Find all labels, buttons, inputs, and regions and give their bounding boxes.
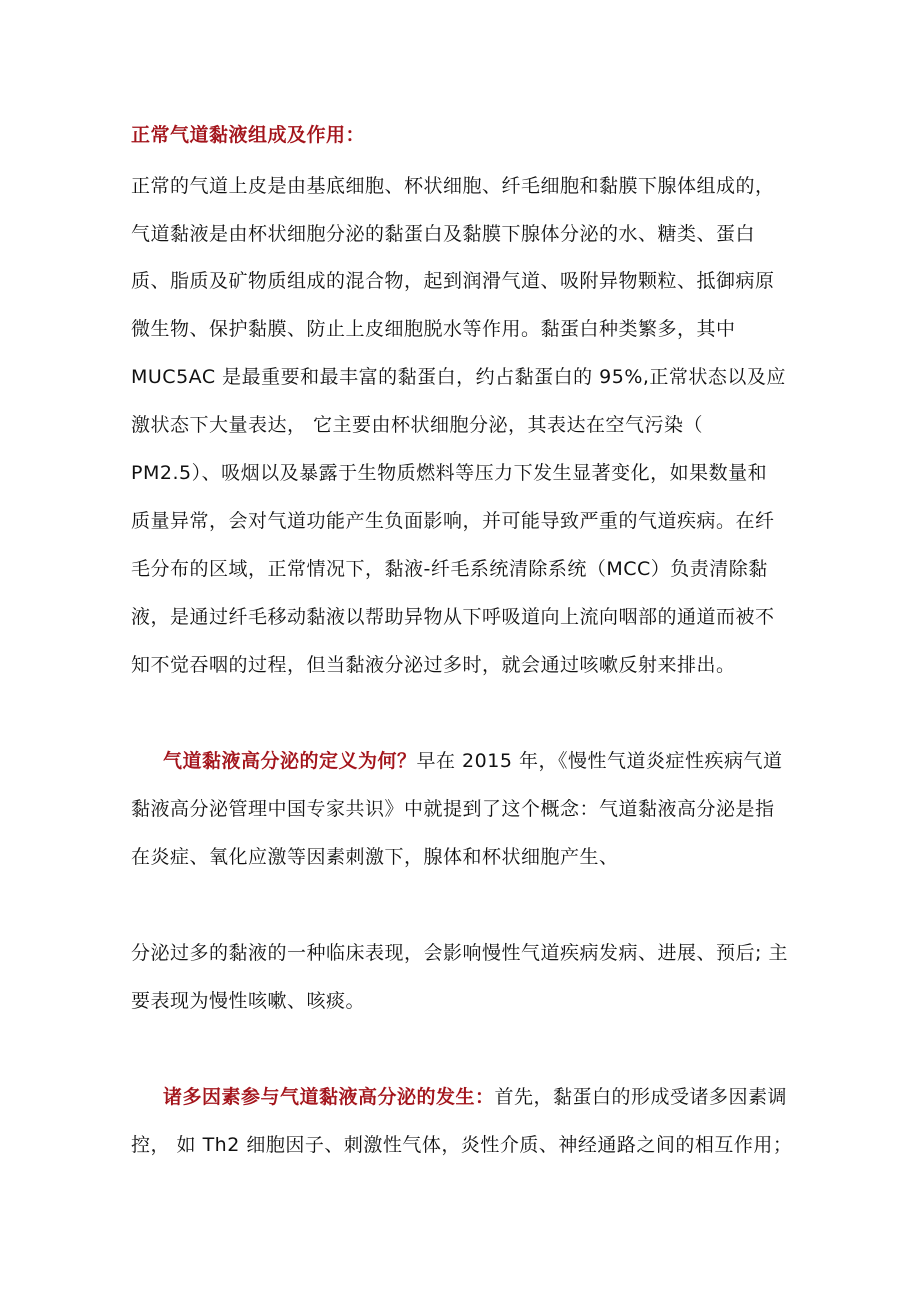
section1-line-9: 毛分布的区域，正常情况下，黏液-纤毛系统清除系统（MCC）负责清除黏 xyxy=(131,558,768,580)
section1-line-3: 质、脂质及矿物质组成的混合物，起到润滑气道、吸附异物颗粒、抵御病原 xyxy=(131,270,775,292)
section1-line-5: MUC5AC 是最重要和最丰富的黏蛋白，约占黏蛋白的 95%,正常状态以及应 xyxy=(131,366,786,388)
section2-first-line-rest: 早在 2015 年，《慢性气道炎症性疾病气道 xyxy=(416,750,783,772)
section1-line-4: 微生物、保护黏膜、防止上皮细胞脱水等作用。黏蛋白种类繁多，其中 xyxy=(131,318,736,340)
section2-line-5: 要表现为慢性咳嗽、咳痰。 xyxy=(131,990,366,1012)
section1-line-10: 液，是通过纤毛移动黏液以帮助异物从下呼吸道向上流向咽部的通道而被不 xyxy=(131,606,775,628)
section2-line-3: 在炎症、氧化应激等因素刺激下，腺体和杯状细胞产生、 xyxy=(131,846,619,868)
section1-line-2: 气道黏液是由杯状细胞分泌的黏蛋白及黏膜下腺体分泌的水、糖类、蛋白 xyxy=(131,223,756,245)
section3-heading: 诸多因素参与气道黏液高分泌的发生： xyxy=(163,1086,495,1108)
section2-line-2: 黏液高分泌管理中国专家共识》中就提到了这个概念：气道黏液高分泌是指 xyxy=(131,798,775,820)
section3-first-line-rest: 首先，黏蛋白的形成受诸多因素调 xyxy=(494,1086,788,1108)
section2-line-4: 分泌过多的黏液的一种临床表现，会影响慢性气道疾病发病、进展、预后; 主 xyxy=(131,942,788,964)
section2-heading: 气道黏液高分泌的定义为何？ xyxy=(163,750,417,772)
section2-first-line xyxy=(163,749,782,773)
section1-line-8: 质量异常，会对气道功能产生负面影响，并可能导致严重的气道疾病。在纤 xyxy=(131,510,775,532)
section3-line-2: 控， 如 Th2 细胞因子、刺激性气体，炎性介质、神经通路之间的相互作用； xyxy=(131,1134,793,1156)
section1-line-11: 知不觉吞咽的过程，但当黏液分泌过多时，就会通过咳嗽反射来排出。 xyxy=(131,654,736,676)
section1-line-1: 正常的气道上皮是由基底细胞、杯状细胞、纤毛细胞和黏膜下腺体组成的， xyxy=(131,175,775,197)
section1-line-6: 激状态下大量表达， 它主要由杯状细胞分泌，其表达在空气污染（ xyxy=(131,414,704,436)
section1-heading: 正常气道黏液组成及作用： xyxy=(131,124,366,146)
section3-first-line xyxy=(163,1085,787,1109)
section1-line-7: PM2.5）、吸烟以及暴露于生物质燃料等压力下发生显著变化，如果数量和 xyxy=(131,462,768,484)
